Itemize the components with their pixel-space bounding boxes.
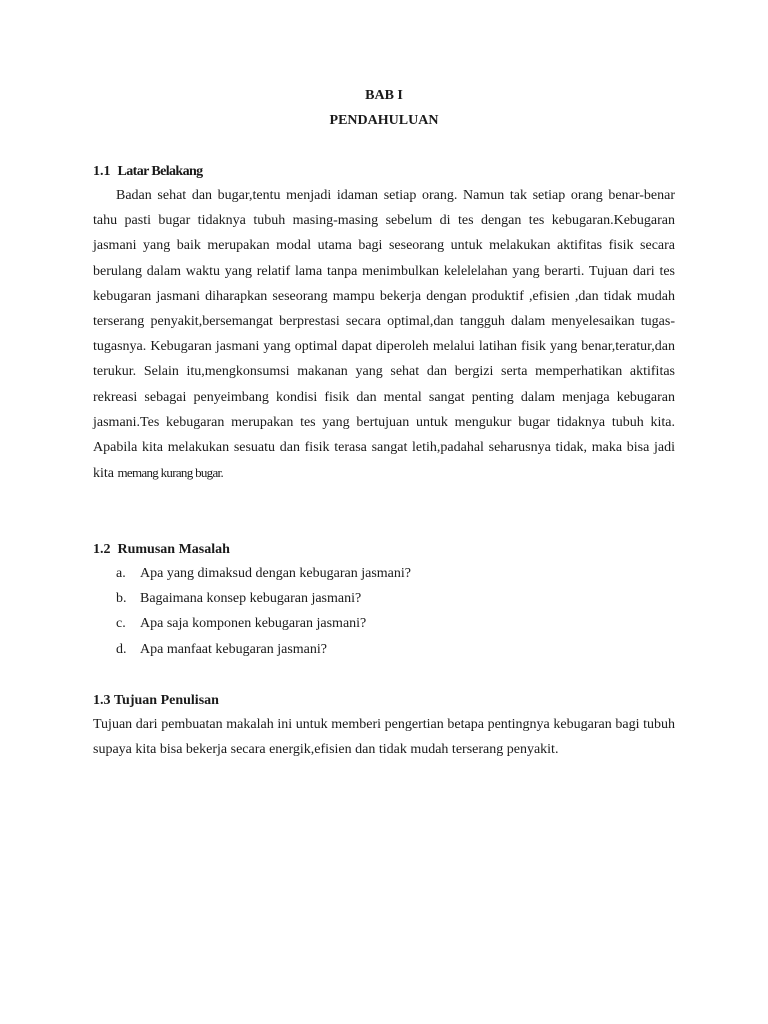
list-item: [116, 611, 411, 636]
section-number: 1.1: [93, 164, 111, 179]
section-heading-latar-belakang: [93, 163, 203, 181]
list-marker: a.: [116, 566, 126, 581]
list-item-text: Apa saja komponen kebugaran jasmani?: [140, 616, 367, 632]
chapter-title: PENDAHULUAN: [329, 113, 439, 128]
list-item-text: Apa yang dimaksud dengan kebugaran jasmani?: [140, 566, 411, 581]
section-number: 1.3: [93, 693, 111, 708]
paragraph-tail: memang kurang bugar.: [117, 465, 223, 481]
list-marker: b.: [116, 591, 127, 607]
list-item-text: Bagaimana konsep kebugaran jasmani?: [140, 591, 362, 607]
section-title: Rumusan Masalah: [117, 542, 230, 557]
chapter-label: BAB I: [365, 88, 403, 103]
list-item-text: Apa manfaat kebugaran jasmani?: [140, 641, 327, 657]
section-heading-rumusan-masalah: [93, 541, 230, 559]
list-marker: c.: [116, 616, 126, 632]
rumusan-masalah-list: [116, 561, 411, 662]
section-title: Latar Belakang: [117, 164, 203, 179]
section-heading-tujuan-penulisan: [93, 692, 219, 710]
list-item: [116, 561, 411, 586]
section-number: 1.2: [93, 542, 111, 557]
section-title: Tujuan Penulisan: [114, 693, 219, 708]
list-item: [116, 586, 411, 611]
list-marker: d.: [116, 641, 127, 657]
tujuan-penulisan-paragraph: Tujuan dari pembuatan makalah ini untuk memberi pengertian betapa pentingnya kebugaran bagi tubuh supaya kita bisa bekerja secara energik,efisien dan tidak mudah terserang penyakit.: [93, 717, 675, 758]
list-item: [116, 637, 411, 662]
latar-belakang-paragraph: [93, 183, 675, 486]
paragraph-body: Badan sehat dan bugar,tentu menjadi idaman setiap orang. Namun tak setiap orang benar-benar tahu pasti bugar tidaknya tubuh masing-masing sebelum di tes dengan tes kebugaran.Kebugaran jasmani yang baik merupakan modal utama bagi seseorang untuk melakukan aktifitas fisik secara berulang dalam waktu yang relatif lama tanpa menimbulkan kelelelahan yang berarti. Tujuan dari tes kebugaran jasmani diharapkan seseorang mampu bekerja dengan produktif ,efisien ,dan tidak mudah terserang penyakit,bersemangat berprestasi secara optimal,dan tangguh dalam menyelesaikan tugas-tugasnya. Kebugaran jasmani yang optimal dapat diperoleh melalui latihan fisik yang benar,teratur,dan terukur. Selain itu,mengkonsumsi makanan yang sehat dan bergizi serta memperhatikan aktifitas rekreasi sebagai penyeimbang kondisi fisik dan mental sangat penting dalam menjaga kebugaran jasmani.Tes kebugaran merupakan tes yang bertujuan untuk mengukur bugar tidaknya tubuh kita. Apabila kita melakukan sesuatu dan fisik terasa sangat letih,padahal seharusnya tidak, maka bisa jadi kita: [93, 188, 675, 482]
